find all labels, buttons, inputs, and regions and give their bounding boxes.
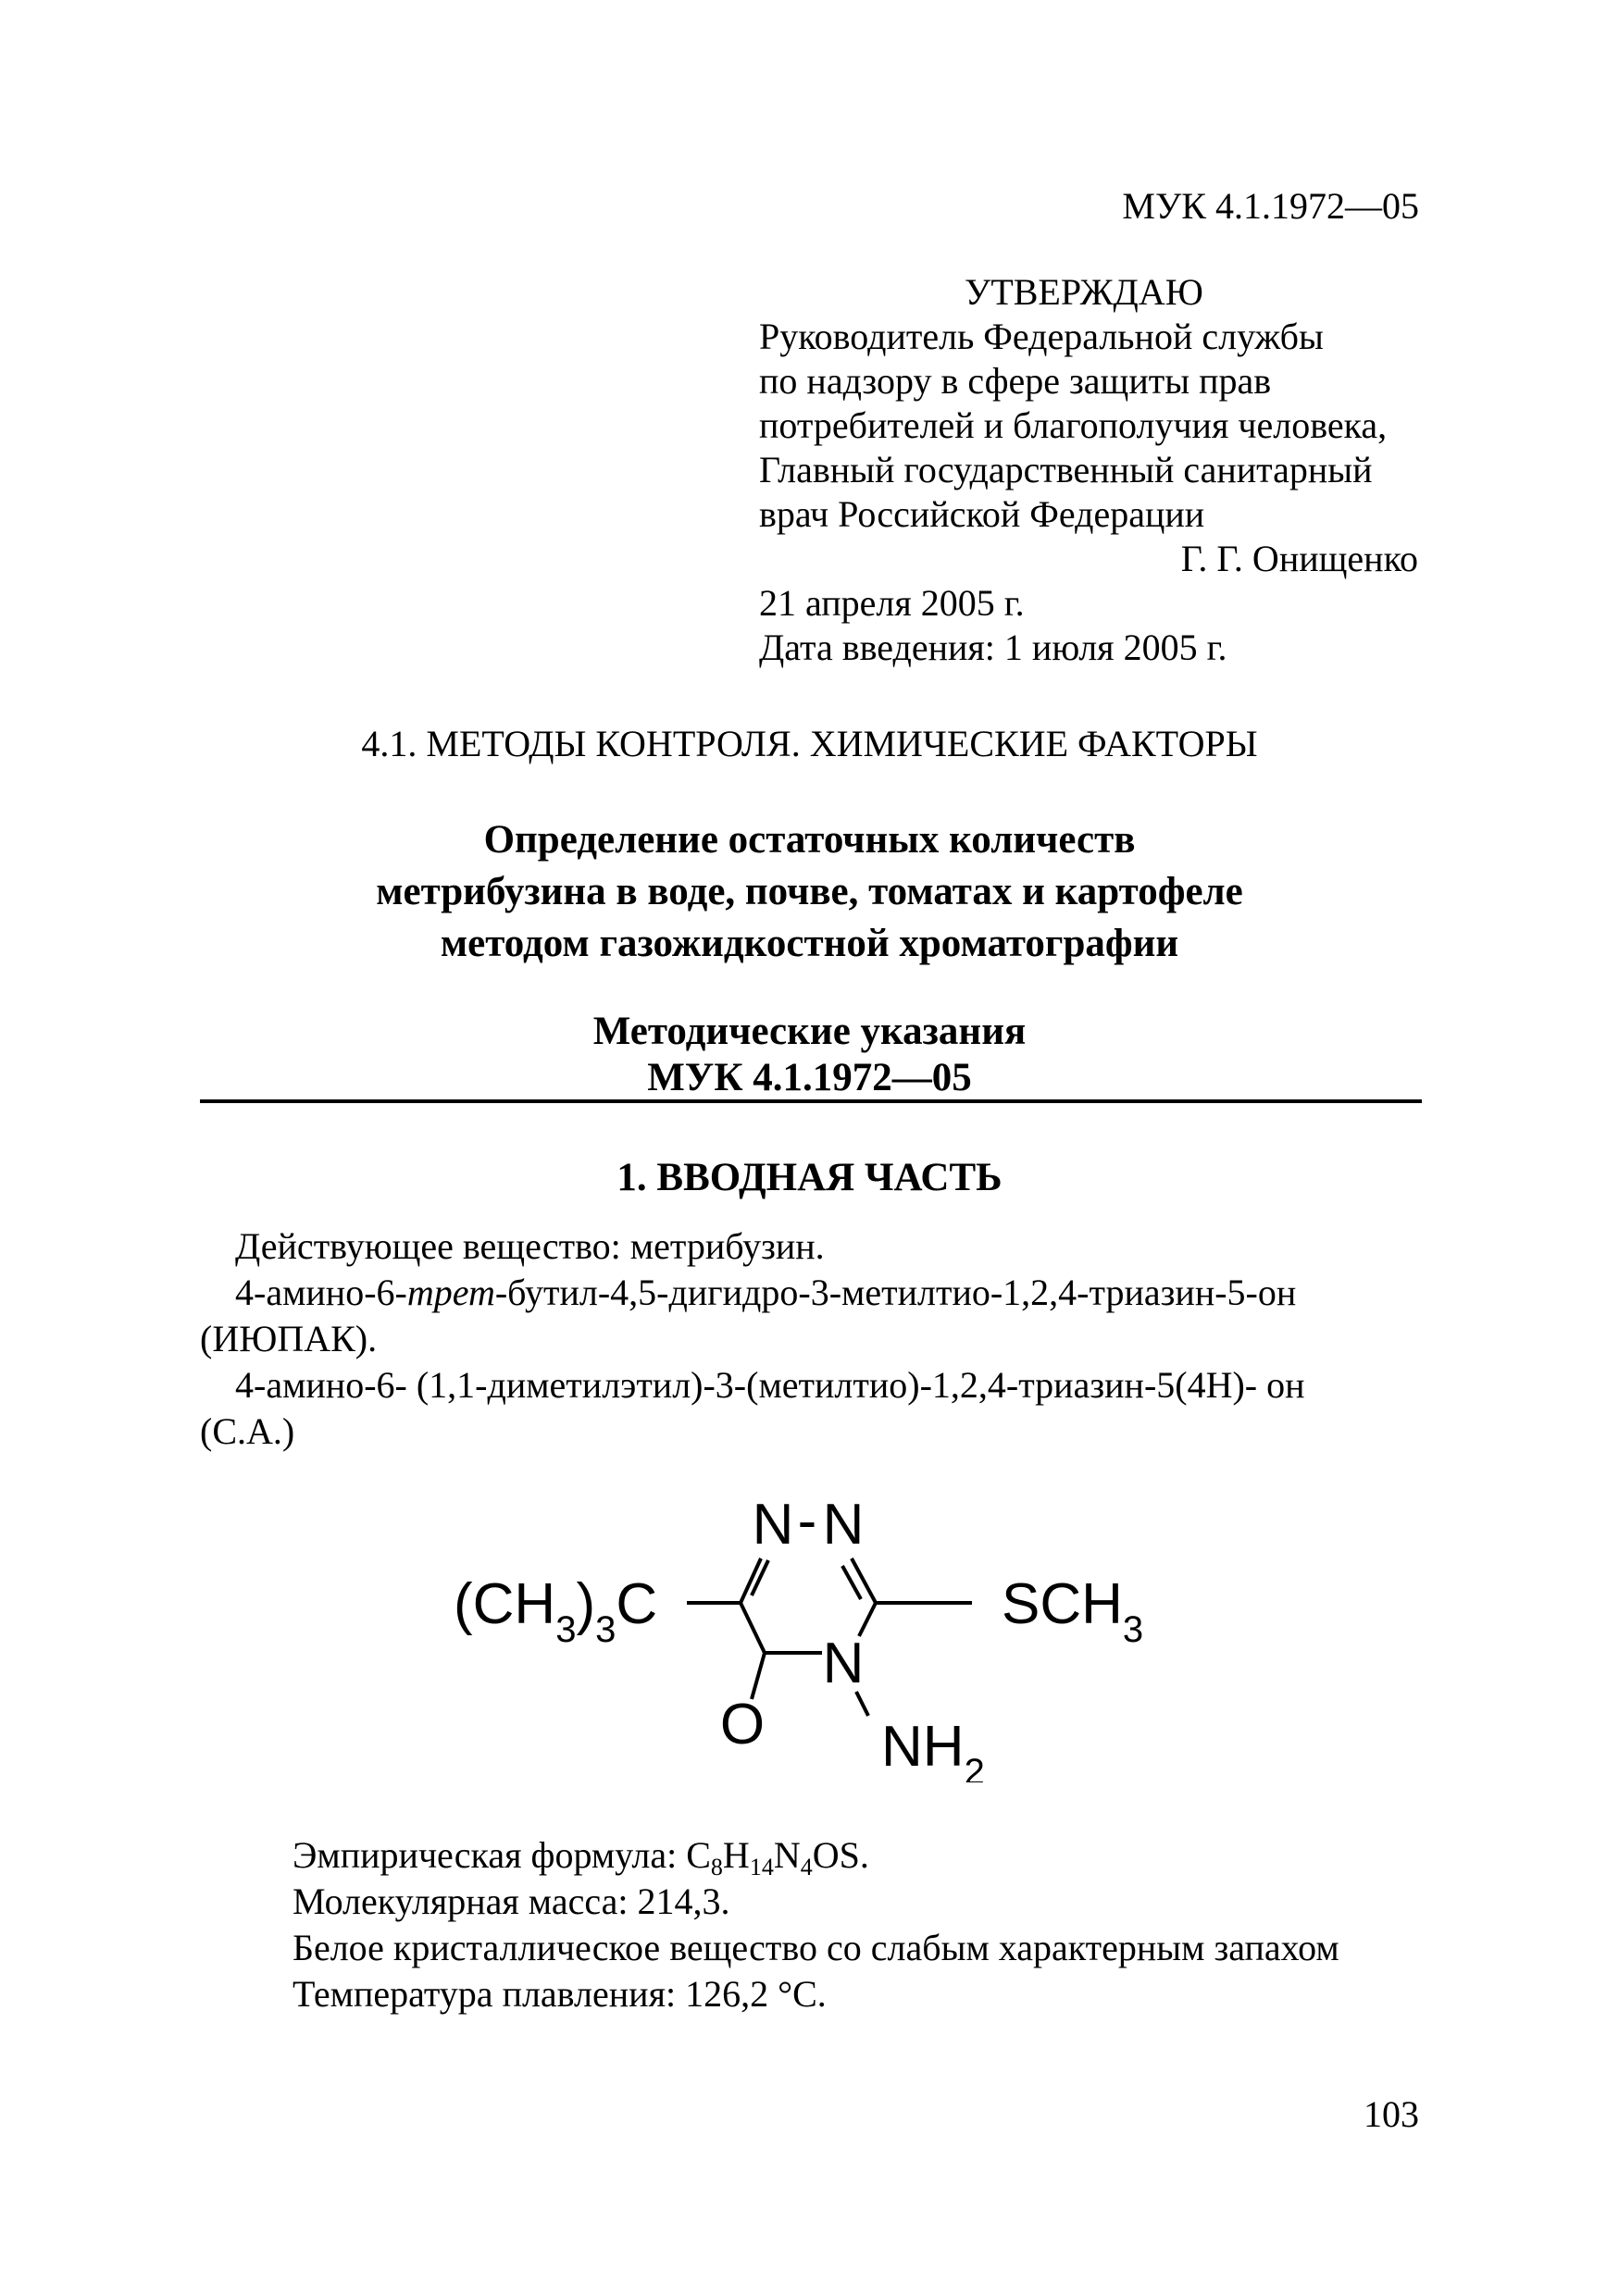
title-line: метрибузина в воде, почве, томатах и картофеле [376,870,1243,913]
ring-n-left: N [752,1493,794,1557]
section-heading: 4.1. МЕТОДЫ КОНТРОЛЯ. ХИМИЧЕСКИЕ ФАКТОРЫ [361,723,1258,764]
iupac-name [200,1270,1422,1362]
iupac-prefix: 4-амино-6- [235,1272,407,1313]
molecular-mass: Молекулярная масса: 214,3. [293,1880,730,1922]
approval-block [759,270,1418,670]
iupac-suffix: -бутил-4,5-дигидро-3-метилтио-1,2,4-триазин-5-он [494,1272,1297,1313]
approval-line: Главный государственный санитарный [759,449,1373,490]
ring-dash: - [797,1489,817,1553]
title-line: Определение остаточных количеств [483,818,1136,862]
approval-line: по надзору в сфере защиты прав [759,360,1272,402]
iupac-italic: трет [406,1272,495,1313]
approval-date: 21 апреля 2005 г. [759,582,1025,624]
ca-tag: (С.А.) [200,1410,295,1452]
approval-line: потребителей и благополучия человека, [759,404,1388,446]
subtitle-line: Методические указания [592,1010,1027,1053]
approval-line: врач Российской Федерации [759,493,1205,535]
ring-n-right: N [822,1493,865,1557]
approval-title: УТВЕРЖДАЮ [965,271,1203,313]
ring-n-center: N [822,1632,865,1695]
tert-butyl-group: (CH3)3C [454,1572,658,1650]
introduction-date: Дата введения: 1 июля 2005 г. [759,627,1227,668]
document-title [0,814,1619,970]
structural-formula [435,1477,1213,1782]
section-1-heading: 1. ВВОДНАЯ ЧАСТЬ [616,1156,1003,1199]
horizontal-rule [200,1099,1422,1103]
melting-point: Температура плавления: 126,2 °С. [293,1973,827,2015]
methylthio-group: SCH3 [1002,1572,1144,1650]
substance-properties [293,1832,1339,2017]
structural-formula-svg [435,1477,1213,1782]
active-substance: Действующее вещество: метрибузин. [235,1225,825,1267]
page-number: 103 [1364,2093,1419,2135]
document-code-header: МУК 4.1.1972—05 [1122,185,1419,227]
carbonyl-oxygen: O [719,1693,766,1756]
appearance: Белое кристаллическое вещество со слабым характерным запахом [293,1927,1339,1968]
approval-signer: Г. Г. Онищенко [1180,538,1418,579]
title-line: методом газожидкостной хроматографии [440,922,1179,965]
ca-name [200,1362,1422,1455]
subtitle-line: МУК 4.1.1972—05 [647,1056,972,1099]
document-subtitle [0,1009,1619,1101]
approval-line: Руководитель Федеральной службы [759,316,1324,357]
ca-name-text: 4-амино-6- (1,1-диметилэтил)-3-(метилтио)-1,2,4-триазин-5(4Н)- он [235,1364,1305,1406]
amino-group: NH2 [881,1715,985,1782]
empirical-formula: Эмпирическая формула: $C_8H_{14}N_4OS$. [293,1834,869,1880]
iupac-tag: (ИЮПАК). [200,1318,378,1359]
